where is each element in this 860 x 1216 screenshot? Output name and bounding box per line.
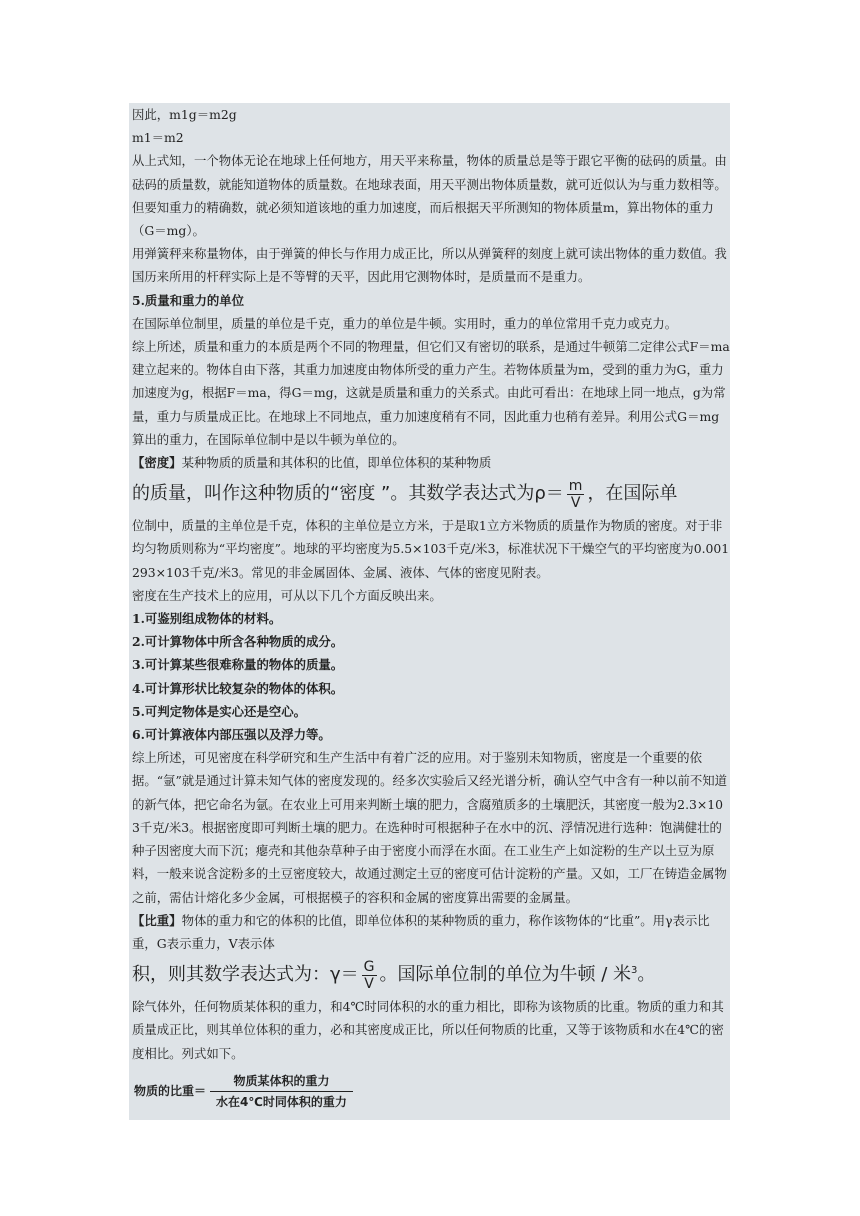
sg-formula-pre: 积，则其数学表达式为：γ＝ (132, 964, 359, 986)
paragraph: 综上所述，质量和重力的本质是两个不同的物理量，但它们又有密切的联系，是通过牛顿第二定律公式F＝ma建立起来的。物体自由下落，其重力加速度由物体所受的重力产生。若物体质量为m，受到的重力为G，重力加速度为g，根据F＝ma，得G＝mg，这就是质量和重力的关系式。由此可看出：在地球上同一地点，g为常量，重力与质量成正比。在地球上不同地点，重力加速度稍有不同，因此重力也稍有差异。利用公式G＝mg算出的重力，在国际单位制中是以牛顿为单位的。 (132, 339, 730, 447)
paragraph: 综上所述，可见密度在科学研究和生产生活中有着广泛的应用。对于鉴别未知物质，密度是一个重要的依据。“氩”就是通过计算未知气体的密度发现的。经多次实验后又经光谱分析，确认空气中含有一种以前不知道的新气体，把它命名为氩。在农业上可用来判断土壤的肥力，含腐殖质多的土壤肥沃，其密度一般为2.3×103千克/米3。根据密度即可判断土壤的肥力。在选种时可根据种子在水中的沉、浮情况进行选种：饱满健壮的种子因密度大而下沉；瘪壳和其他杂草种子由于密度小而浮在水面。在工业生产上如淀粉的生产以土豆为原料，一般来说含淀粉多的土豆密度较大，故通过测定土豆的密度可估计淀粉的产量。又如，工厂在铸造金属物之前，需估计熔化多少金属，可根据模子的容积和金属的密度算出需要的金属量。 (132, 750, 728, 905)
text-line: m1＝m2 (132, 130, 184, 146)
list-item: 3.可计算某些很难称量的物体的质量。 (132, 657, 344, 673)
density-denominator: V (570, 494, 581, 511)
sg-fraction (362, 959, 377, 992)
density-formula-pre: 的质量，叫作这种物质的“密度 ”。其数学表达式为ρ＝ (132, 483, 564, 505)
paragraph: 密度在生产技术上的应用，可从以下几个方面反映出来。 (132, 587, 442, 603)
paragraph: 除气体外，任何物质某体积的重力，和4℃时同体积的水的重力相比，即称为该物质的比重。物质的重力和其质量成正比，则其单位体积的重力，必和其密度成正比，所以任何物质的比重，又等于该物质和水在4℃的密度相比。列式如下。 (132, 999, 724, 1061)
formula-fraction (210, 1071, 353, 1112)
text-line: 因此，m1g＝m2g (132, 107, 237, 122)
sg-denominator: V (364, 975, 374, 992)
sg-numerator: G (363, 958, 375, 975)
density-formula-line (132, 474, 730, 514)
list-item: 5.可判定物体是实心还是空心。 (132, 703, 307, 719)
sg-formula-post: 。国际单位制的单位为牛顿 / 米 (379, 964, 632, 986)
density-formula-post: ，在国际单 (587, 483, 678, 505)
list-item: 6.可计算液体内部压强以及浮力等。 (132, 727, 331, 743)
density-intro (132, 451, 730, 474)
specific-gravity-formula (132, 1065, 730, 1116)
section-heading: 5.质量和重力的单位 (132, 292, 245, 308)
density-intro-text: 某种物质的质量和其体积的比值，即单位体积的某种物质 (181, 455, 492, 471)
list-item: 2.可计算物体中所含各种物质的成分。 (132, 634, 344, 650)
formula-denominator: 水在4℃时同体积的重力 (216, 1094, 347, 1109)
sg-tag: 【比重】 (132, 912, 182, 928)
paragraph: 在国际单位制里，质量的单位是千克，重力的单位是牛顿。实用时，重力的单位常用千克力或克力。 (132, 315, 678, 331)
specific-gravity-intro (132, 909, 730, 955)
paragraph: 位制中，质量的主单位是千克，体积的主单位是立方米，于是取1立方米物质的质量作为物质的密度。对于非均匀物质则称为“平均密度”。地球的平均密度为5.5×103千克/米3，标准状况下干燥空气的平均密度为0.001293×103千克/米3。常见的非金属固体、金属、液体、气体的密度见附表。 (132, 518, 730, 580)
sg-intro-text: 物体的重力和它的体积的比值，即单位体积的某种物质的重力，称作该物体的“比重”。用γ表示比重，G表示重力，V表示体 (132, 912, 710, 951)
density-numerator: m (568, 477, 583, 494)
sg-formula-line (132, 955, 730, 995)
density-fraction (567, 478, 585, 511)
list-item: 4.可计算形状比较复杂的物体的体积。 (132, 680, 344, 696)
paragraph: 用弹簧秤来称量物体，由于弹簧的伸长与作用力成正比，所以从弹簧秤的刻度上就可读出物体的重力数值。我国历来所用的杆秤实际上是不等臂的天平，因此用它测物体时，是质量而不是重力。 (132, 246, 727, 285)
formula-numerator: 物质某体积的重力 (210, 1071, 353, 1092)
formula-label: 物质的比重＝ (134, 1084, 207, 1099)
sg-formula-end: 。 (637, 964, 656, 986)
density-tag: 【密度】 (132, 455, 182, 471)
sg-exponent: 3 (631, 965, 638, 977)
document-body (129, 103, 730, 1120)
paragraph: 从上式知，一个物体无论在地球上任何地方，用天平来称量，物体的质量总是等于跟它平衡的砝码的质量。由砝码的质量数，就能知道物体的质量数。在地球表面，用天平测出物体质量数，就可近似认为与重力数相等。但要知重力的精确数，就必须知道该地的重力加速度，而后根据天平所测知的物体质量m，算出物体的重力（G＝mg）。 (132, 153, 727, 239)
list-item: 1.可鉴别组成物体的材料。 (132, 611, 282, 627)
